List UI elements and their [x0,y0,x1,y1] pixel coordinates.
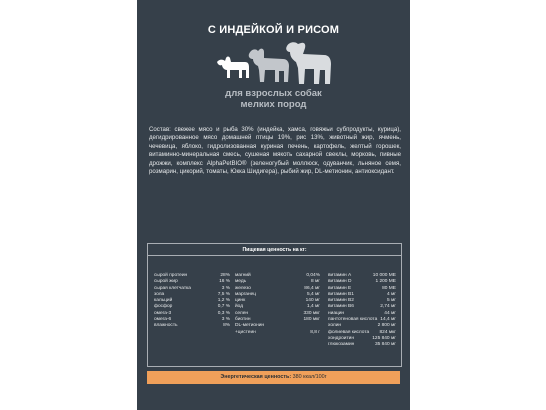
nutrient-value: 80 МЕ [382,285,396,291]
nutrient-value: 180 мкг [303,317,320,323]
nutrient-value: 2,74 мг [380,304,396,310]
small-dog-icon [217,57,249,79]
nutrient-name: холин [328,323,342,329]
nutrient-name: зола [154,291,165,297]
medium-dog-icon [249,49,289,82]
nutrient-name: сырой протеин [154,273,188,278]
nutrient-name: витамин В2 [328,298,354,304]
nutrient-name: +цистеин [235,329,256,335]
nutrient-name: ниацин [328,310,345,316]
nutrient-name: железо [235,285,251,291]
nutrient-name: хондроитин [328,335,355,341]
nutrient-name: сырой жир [154,279,178,285]
nutrient-value: 8 мг [310,279,320,285]
nutrient-name: витамин D [328,279,352,285]
nutrition-row [154,323,230,329]
nutrient-value: 0,7 % [217,304,230,310]
nutrient-value: 44 мг [384,310,396,316]
dog-sizes-illustration [215,40,333,85]
nutrition-column-3 [328,273,396,349]
energy-value-bar [147,371,400,384]
nutrient-name: DL-метионин [235,323,265,329]
nutrient-name: магний [235,273,251,278]
nutrient-value: 1 200 МЕ [375,279,396,285]
nutrient-value: 125 840 мг [372,335,396,341]
nutrient-name: кальций [154,298,173,304]
nutrient-name: фосфор [154,304,173,310]
nutrient-value: 5 мг [386,298,396,304]
nutrient-value: 8% [223,323,230,329]
nutrient-value: 330 мкг [303,310,320,316]
nutrient-name: пантотеновая кислота [328,317,378,323]
nutrient-value: 14,4 мг [380,317,396,323]
product-pack-back [137,0,410,410]
nutrient-name: медь [235,279,247,285]
subtitle-line-2: мелких пород [240,99,307,110]
nutrient-value: 5,4 мг [306,291,320,297]
nutrient-value: 0,3 % [217,310,230,316]
nutrient-name: витамин В1 [328,291,354,297]
nutrition-table-title: Пищевая ценность на кг: [242,247,307,253]
nutrient-name: витамин Е [328,285,352,291]
nutrient-name: витамин А [328,273,352,278]
nutrient-name: марганец [235,291,257,297]
product-subtitle [137,88,410,110]
nutrient-value: 16 % [219,279,230,285]
nutrient-value: 0,04% [306,273,320,278]
nutrient-value: 1,2 % [217,298,230,304]
nutrition-table [147,243,402,367]
table-divider [148,255,401,256]
nutrient-name: йод [235,304,244,310]
nutrient-name: биотин [235,317,251,323]
nutrient-value: 140 мг [305,298,320,304]
nutrition-column-2 [235,273,320,336]
nutrient-name: влажность [154,323,178,329]
nutrient-name: омега-6 [154,317,172,323]
large-dog-icon [286,42,331,84]
nutrient-value: 3 % [221,285,230,291]
nutrition-column-1 [154,273,230,330]
nutrient-value: 1,4 мг [306,304,320,310]
subtitle-line-1: для взрослых собак [225,88,322,99]
nutrient-value: 28% [220,273,230,278]
nutrition-row [328,342,396,348]
nutrient-value: 4 мг [386,291,396,297]
composition-text: Состав: свежее мясо и рыба 30% (индейка, хамса, говяжьи субпродукты, курица), дегидрированное мясо домашней птицы 19%, рис 13%, животный жир, ячмень, чечевица, яблоко, гидролизованная куриная печень, картофель, желтый горошек, витаминно-минеральная смесь, сушеная мякоть сахарной свеклы, морковь, пивные дрожжи, комплекс AlphaPetBIO® (зеленогубый моллюск, одуванчик, льняное семя, розмарин, цикорий, томаты, Юкка Шидигера), рыбий жир, DL-метионин, антиоксидант. [149,126,401,176]
nutrient-name: фолиевая кислота [328,329,370,335]
nutrient-value: 3 % [221,317,230,323]
energy-label: Энергетическая ценность: [220,374,292,380]
nutrient-value: 2 800 мг [377,323,396,329]
nutrient-name: сырая клетчатка [154,285,191,291]
nutrient-value: 86,4 мг [304,285,320,291]
nutrient-value: 824 мкг [379,329,396,335]
nutrient-value: 7,5 % [217,291,230,297]
nutrient-value: 8,8 г [310,329,320,335]
nutrient-value: 35 840 мг [374,342,396,348]
product-title: С ИНДЕЙКОЙ И РИСОМ [207,24,340,36]
nutrition-row [235,330,320,336]
nutrient-name: омега-3 [154,310,172,316]
nutrient-name: цинк [235,298,246,304]
nutrient-name: селен [235,310,249,316]
nutrient-name: витамин В6 [328,304,354,310]
energy-value: 380 ккал/100г [292,374,327,380]
nutrient-value: 10 000 МЕ [372,273,396,278]
nutrient-name: глюкозамин [328,342,355,348]
